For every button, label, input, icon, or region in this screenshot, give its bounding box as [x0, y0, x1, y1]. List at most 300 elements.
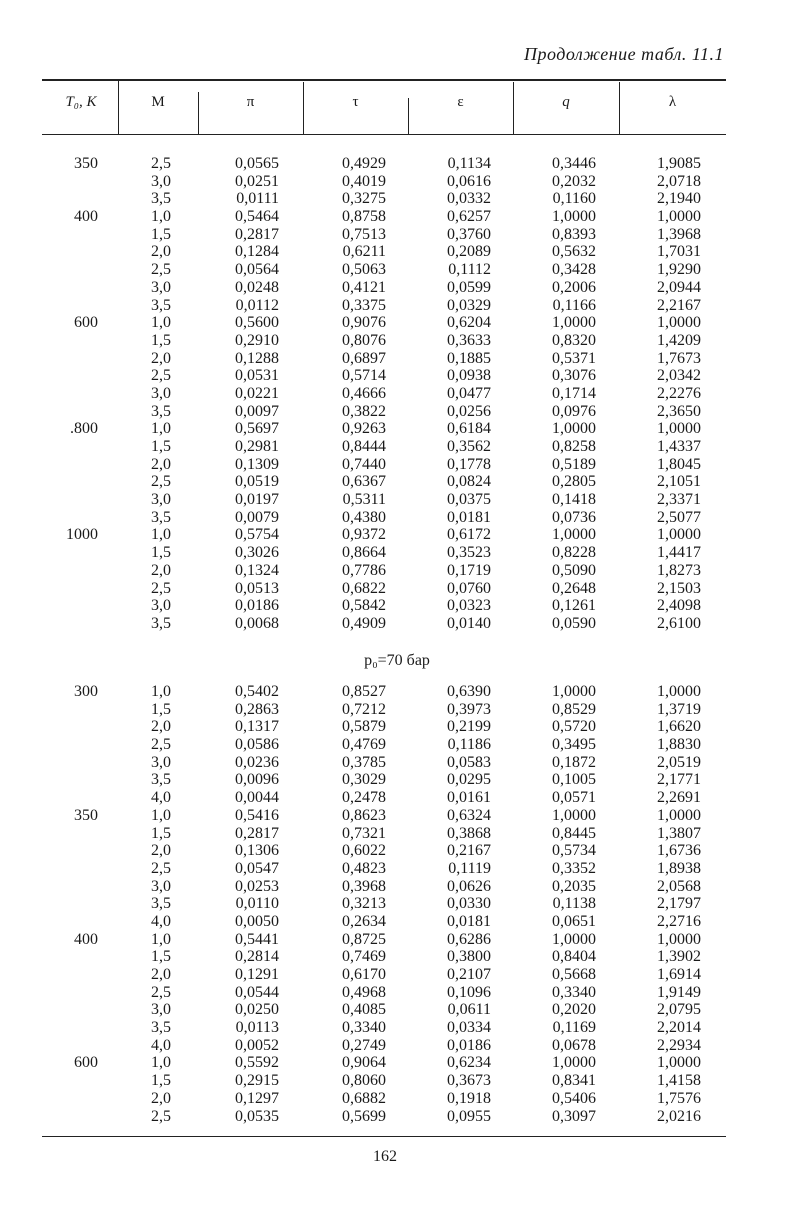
table-cell: [38, 438, 98, 456]
table-cell: 0,2032: [552, 172, 596, 190]
table-cell: 0,5632: [552, 243, 596, 261]
block2-pi-column: [205, 683, 279, 1125]
table-cell: 1,9149: [657, 983, 701, 1001]
table-cell: 0,3097: [552, 1107, 596, 1125]
table-cell: 0,8758: [342, 208, 386, 226]
table-cell: 0,6204: [447, 314, 491, 332]
table-cell: 0,6211: [342, 243, 386, 261]
table-cell: [38, 1019, 98, 1037]
table-cell: 2,0: [151, 349, 171, 367]
block2-m-column: [135, 683, 171, 1125]
table-cell: 1,0: [151, 420, 171, 438]
table-cell: [38, 1037, 98, 1055]
table-cell: 3,0: [151, 491, 171, 509]
table-cell: 0,3800: [447, 948, 491, 966]
table-cell: 0,0112: [235, 296, 279, 314]
table-cell: 1,0: [151, 314, 171, 332]
table-cell: 2,0: [151, 1089, 171, 1107]
table-cell: 1,5: [151, 948, 171, 966]
table-cell: 0,2634: [342, 912, 386, 930]
table-cell: 0,0236: [235, 753, 279, 771]
table-cell: 1,0: [151, 1054, 171, 1072]
table-cell: 0,5668: [552, 966, 596, 983]
table-cell: 0,0332: [447, 190, 491, 208]
table-cell: 0,0544: [235, 983, 279, 1001]
table-cell: 350: [74, 155, 98, 172]
table-cell: 300: [74, 683, 98, 700]
table-cell: 0,5842: [342, 597, 386, 615]
table-cell: 0,7786: [342, 561, 386, 579]
table-cell: 0,2167: [447, 842, 491, 860]
table-cell: 4,0: [151, 1036, 171, 1054]
table-cell: 2,2691: [657, 789, 701, 807]
table-cell: 0,8076: [342, 331, 386, 349]
table-cell: 2,4098: [657, 597, 701, 615]
table-cell: 0,2817: [235, 225, 279, 243]
table-cell: 0,0181: [447, 912, 491, 930]
table-cell: 1,6914: [657, 966, 701, 983]
table-cell: 0,0096: [235, 771, 279, 789]
table-cell: 1,9085: [657, 155, 701, 172]
table-cell: 1,0: [151, 526, 171, 544]
table-cell: [38, 456, 98, 474]
table-cell: 0,0571: [552, 789, 596, 807]
table-cell: 2,0: [151, 561, 171, 579]
table-cell: 1,0000: [552, 526, 596, 544]
table-cell: 0,0760: [447, 579, 491, 597]
table-cell: 1,0000: [657, 930, 701, 948]
table-cell: 4,0: [151, 912, 171, 930]
table-cell: 0,8228: [552, 544, 596, 562]
table-cell: 1,0000: [552, 930, 596, 948]
table-cell: 0,2089: [447, 243, 491, 261]
table-cell: [38, 948, 98, 966]
table-cell: 0,8664: [342, 544, 386, 562]
table-cell: 0,5311: [342, 491, 386, 509]
table-cell: 1,8938: [657, 859, 701, 877]
table-cell: 0,2910: [235, 331, 279, 349]
table-cell: 1,4417: [657, 544, 701, 562]
table-cell: 0,0295: [447, 771, 491, 789]
table-cell: 0,4380: [342, 508, 386, 526]
table-cell: 2,0568: [657, 877, 701, 895]
table-top-rule: [42, 79, 726, 81]
table-cell: 0,0256: [447, 402, 491, 420]
table-cell: 0,2107: [447, 966, 491, 983]
table-cell: 0,6172: [447, 526, 491, 544]
table-cell: 0,0248: [235, 278, 279, 296]
table-cell: 0,1261: [552, 597, 596, 615]
table-cell: 0,2749: [342, 1036, 386, 1054]
table-cell: 1,5: [151, 331, 171, 349]
table-cell: 0,3275: [342, 190, 386, 208]
table-cell: 0,3760: [447, 225, 491, 243]
table-cell: [38, 190, 98, 208]
table-cell: 3,5: [151, 296, 171, 314]
table-cell: [38, 580, 98, 598]
q-label: q: [562, 94, 570, 110]
table-cell: [38, 771, 98, 789]
table-cell: 1,8273: [657, 561, 701, 579]
table-cell: 2,1940: [657, 190, 701, 208]
table-cell: 0,0547: [235, 859, 279, 877]
table-cell: 1,7673: [657, 349, 701, 367]
table-cell: 1,4209: [657, 331, 701, 349]
table-cell: 0,6170: [342, 966, 386, 983]
table-cell: 3,0: [151, 172, 171, 190]
table-cell: 0,5402: [235, 683, 279, 700]
table-cell: 0,2478: [342, 789, 386, 807]
table-cell: 2,1051: [657, 473, 701, 491]
table-cell: 1,0000: [552, 1054, 596, 1072]
table-cell: 0,0221: [235, 384, 279, 402]
table-cell: 2,6100: [657, 614, 701, 632]
table-cell: [38, 279, 98, 297]
table-cell: 0,5371: [552, 349, 596, 367]
table-cell: 1,3719: [657, 700, 701, 718]
table-cell: 3,5: [151, 771, 171, 789]
table-cell: 600: [74, 314, 98, 332]
table-cell: [38, 597, 98, 615]
table-cell: 1,5: [151, 1072, 171, 1090]
table-cell: 2,5: [151, 983, 171, 1001]
table-cell: 0,2648: [552, 579, 596, 597]
table-cell: 3,0: [151, 877, 171, 895]
table-cell: 0,1166: [552, 296, 596, 314]
table-cell: 0,3446: [552, 155, 596, 172]
table-cell: 2,0: [151, 842, 171, 860]
table-cell: 3,5: [151, 508, 171, 526]
table-cell: 4,0: [151, 789, 171, 807]
table-cell: 0,0535: [235, 1107, 279, 1125]
table-cell: 0,0616: [447, 172, 491, 190]
table-cell: 0,0599: [447, 278, 491, 296]
table-cell: [38, 718, 98, 736]
table-cell: 0,0113: [235, 1019, 279, 1037]
table-cell: 0,0253: [235, 877, 279, 895]
table-cell: 0,3352: [552, 859, 596, 877]
table-cell: 0,8725: [342, 930, 386, 948]
table-cell: 2,5: [151, 473, 171, 491]
table-cell: [38, 509, 98, 527]
header-bottom-rule: [42, 134, 726, 135]
table-cell: 2,5: [151, 859, 171, 877]
block1-eps-column: [417, 155, 491, 633]
table-cell: [38, 385, 98, 403]
table-cell: 1,6736: [657, 842, 701, 860]
table-cell: 0,0531: [235, 367, 279, 385]
table-cell: 1,0000: [552, 314, 596, 332]
table-cell: 3,0: [151, 1001, 171, 1019]
table-cell: 1,0: [151, 930, 171, 948]
table-cell: 1,0000: [657, 1054, 701, 1072]
table-cell: 0,5697: [235, 420, 279, 438]
table-cell: 0,0197: [235, 491, 279, 509]
table-cell: 1,0000: [657, 526, 701, 544]
table-cell: 1,0000: [552, 683, 596, 700]
table-cell: 2,0944: [657, 278, 701, 296]
table-cell: 2,0: [151, 243, 171, 261]
table-cell: [38, 860, 98, 878]
table-cell: 0,8320: [552, 331, 596, 349]
table-cell: 0,8444: [342, 438, 386, 455]
table-cell: [38, 736, 98, 754]
section-label-pressure: p₀=70 бар: [364, 652, 430, 669]
table-cell: 2,3371: [657, 491, 701, 509]
table-cell: 0,8404: [552, 948, 596, 966]
table-cell: 1,0000: [657, 420, 701, 438]
table-cell: 1000: [66, 526, 98, 544]
table-cell: 1,0: [151, 806, 171, 824]
table-cell: 0,5600: [235, 314, 279, 332]
table-cell: 0,0590: [552, 614, 596, 632]
table-cell: 0,0477: [447, 384, 491, 402]
table-cell: 0,0938: [447, 367, 491, 385]
table-cell: 0,7440: [342, 455, 386, 473]
table-cell: 400: [74, 930, 98, 948]
block2-tau-column: [312, 683, 386, 1125]
table-cell: 0,3523: [447, 544, 491, 562]
table-cell: 0,0181: [447, 508, 491, 526]
table-cell: 0,0513: [235, 579, 279, 597]
table-cell: 1,0000: [552, 420, 596, 438]
table-cell: [38, 544, 98, 562]
table-cell: 0,7321: [342, 824, 386, 842]
table-cell: 0,0140: [447, 614, 491, 632]
table-cell: 2,0795: [657, 1001, 701, 1019]
table-cell: 2,2167: [657, 296, 701, 314]
table-cell: 0,8341: [552, 1072, 596, 1090]
table-cell: 2,5: [151, 1107, 171, 1125]
table-cell: 0,0564: [235, 261, 279, 279]
table-cell: 2,1797: [657, 895, 701, 913]
table-cell: 0,1119: [448, 859, 491, 877]
table-cell: 0,6184: [447, 420, 491, 438]
block1-pi-column: [205, 155, 279, 633]
table-cell: 0,1324: [235, 561, 279, 579]
table-cell: 0,0976: [552, 402, 596, 420]
table-cell: 0,5464: [235, 208, 279, 226]
table-cell: 1,0000: [552, 806, 596, 824]
table-cell: 0,8623: [342, 806, 386, 824]
table-cell: 0,0626: [447, 877, 491, 895]
table-cell: 0,3340: [552, 983, 596, 1001]
column-header-t0: [44, 94, 118, 111]
table-cell: 0,0251: [235, 172, 279, 190]
table-cell: 0,0068: [235, 614, 279, 632]
table-cell: 0,5879: [342, 718, 386, 736]
table-cell: 0,1186: [447, 736, 491, 754]
table-cell: 2,0342: [657, 367, 701, 385]
table-cell: 0,3973: [447, 700, 491, 718]
table-cell: 1,0000: [657, 314, 701, 332]
table-bottom-rule: [42, 1136, 726, 1137]
table-cell: 0,1918: [447, 1089, 491, 1107]
table-cell: 0,1872: [552, 753, 596, 771]
table-cell: 0,0375: [447, 491, 491, 509]
table-cell: 2,0519: [657, 753, 701, 771]
table-cell: 0,1138: [552, 895, 596, 913]
table-cell: 0,0678: [552, 1036, 596, 1054]
table-cell: 0,2863: [235, 700, 279, 718]
table-cell: 0,0079: [235, 508, 279, 526]
table-cell: [38, 1072, 98, 1090]
table-cell: 0,5406: [552, 1089, 596, 1107]
table-cell: 0,1112: [448, 261, 491, 279]
table-cell: 0,6367: [342, 473, 386, 491]
table-cell: 0,3673: [447, 1072, 491, 1090]
table-cell: 0,7469: [342, 948, 386, 966]
table-cell: 0,3868: [447, 824, 491, 842]
table-cell: 0,6324: [447, 806, 491, 824]
table-cell: 0,1096: [447, 983, 491, 1001]
table-cell: [38, 615, 98, 633]
table-cell: 1,4337: [657, 438, 701, 455]
table-cell: [38, 984, 98, 1002]
table-cell: [38, 913, 98, 931]
table-cell: [38, 173, 98, 191]
table-cell: 400: [74, 208, 98, 226]
table-cell: 0,0250: [235, 1001, 279, 1019]
table-cell: 1,3968: [657, 225, 701, 243]
table-cell: 0,0097: [235, 402, 279, 420]
table-cell: 0,3375: [342, 296, 386, 314]
table-cell: 0,2805: [552, 473, 596, 491]
table-cell: [38, 966, 98, 984]
table-cell: [38, 789, 98, 807]
table-cell: 1,3807: [657, 824, 701, 842]
table-cell: 3,5: [151, 614, 171, 632]
table-cell: 0,1134: [447, 155, 491, 172]
table-cell: 0,4666: [342, 384, 386, 402]
table-cell: 0,0583: [447, 753, 491, 771]
table-cell: 0,0736: [552, 508, 596, 526]
table-cell: 3,0: [151, 597, 171, 615]
table-cell: 2,5: [151, 367, 171, 385]
table-cell: 0,5063: [342, 261, 386, 279]
table-cell: 0,5189: [552, 455, 596, 473]
table-cell: 1,7031: [657, 243, 701, 261]
table-cell: 0,0161: [447, 789, 491, 807]
table-cell: 2,0: [151, 718, 171, 736]
table-cell: 0,1309: [235, 455, 279, 473]
table-cell: [38, 825, 98, 843]
table-cell: 0,8529: [552, 700, 596, 718]
table-cell: 0,3822: [342, 402, 386, 420]
block1-q-column: [522, 155, 596, 633]
table-cell: 1,5: [151, 438, 171, 455]
table-cell: 0,0110: [235, 895, 279, 913]
table-cell: 0,1297: [235, 1089, 279, 1107]
t0-label: T₀, K: [65, 94, 97, 110]
table-cell: 0,5441: [235, 930, 279, 948]
table-cell: 0,9064: [342, 1054, 386, 1072]
table-cell: 1,3902: [657, 948, 701, 966]
table-cell: 0,8060: [342, 1072, 386, 1090]
table-cell: 2,2934: [657, 1036, 701, 1054]
table-cell: 0,1291: [235, 966, 279, 983]
table-cell: 0,4929: [342, 155, 386, 172]
table-cell: 3,0: [151, 384, 171, 402]
table-cell: 0,1288: [235, 349, 279, 367]
table-cell: 3,0: [151, 753, 171, 771]
table-cell: 1,6620: [657, 718, 701, 736]
table-cell: 0,0050: [235, 912, 279, 930]
column-header-lambda: λ: [668, 94, 677, 110]
table-cell: 0,3029: [342, 771, 386, 789]
table-cell: 0,0586: [235, 736, 279, 754]
table-cell: 0,3026: [235, 544, 279, 562]
table-cell: 0,6234: [447, 1054, 491, 1072]
table-cell: 0,1418: [552, 491, 596, 509]
table-cell: 3,5: [151, 1019, 171, 1037]
table-cell: 2,5: [151, 261, 171, 279]
table-cell: 2,5: [151, 155, 171, 172]
table-cell: 0,1284: [235, 243, 279, 261]
table-cell: 0,2020: [552, 1001, 596, 1019]
table-cell: 0,1317: [235, 718, 279, 736]
table-cell: 2,3650: [657, 402, 701, 420]
table-cell: 2,5: [151, 736, 171, 754]
table-cell: 0,8258: [552, 438, 596, 455]
table-cell: 0,2006: [552, 278, 596, 296]
table-cell: 0,1169: [552, 1019, 596, 1037]
table-cell: 0,1714: [552, 384, 596, 402]
table-cell: [38, 332, 98, 350]
table-cell: 0,5754: [235, 526, 279, 544]
table-cell: [38, 226, 98, 244]
table-cell: 0,3562: [447, 438, 491, 455]
block1-t0-column: [38, 155, 98, 633]
table-cell: 0,4019: [342, 172, 386, 190]
table-cell: 1,0000: [657, 683, 701, 700]
table-cell: 0,5714: [342, 367, 386, 385]
table-cell: 0,3076: [552, 367, 596, 385]
block1-m-column: [135, 155, 171, 633]
table-cell: 0,8527: [342, 683, 386, 700]
table-cell: 1,4158: [657, 1072, 701, 1090]
table-cell: 0,3968: [342, 877, 386, 895]
table-cell: 3,5: [151, 895, 171, 913]
table-cell: 2,5: [151, 579, 171, 597]
table-cell: 2,0: [151, 455, 171, 473]
table-cell: 3,0: [151, 278, 171, 296]
block2-t0-column: [38, 683, 98, 1125]
block1-tau-column: [312, 155, 386, 633]
table-cell: 0,5720: [552, 718, 596, 736]
table-cell: [38, 243, 98, 261]
table-cell: 0,2035: [552, 877, 596, 895]
column-header-pi: π: [246, 94, 255, 110]
table-cell: 0,0611: [447, 1001, 491, 1019]
table-cell: 1,5: [151, 544, 171, 562]
table-cell: 2,2716: [657, 912, 701, 930]
table-cell: 0,8445: [552, 824, 596, 842]
table-cell: 0,6882: [342, 1089, 386, 1107]
table-cell: [38, 261, 98, 279]
table-cell: [38, 403, 98, 421]
column-header-q: [513, 94, 619, 111]
table-cell: 0,2981: [235, 438, 279, 455]
table-cell: 0,0955: [447, 1107, 491, 1125]
table-cell: 0,4823: [342, 859, 386, 877]
table-cell: 2,2276: [657, 384, 701, 402]
table-cell: 0,8393: [552, 225, 596, 243]
table-cell: 2,1771: [657, 771, 701, 789]
table-cell: 0,0565: [235, 155, 279, 172]
table-cell: 0,5699: [342, 1107, 386, 1125]
table-cell: 0,1160: [552, 190, 596, 208]
